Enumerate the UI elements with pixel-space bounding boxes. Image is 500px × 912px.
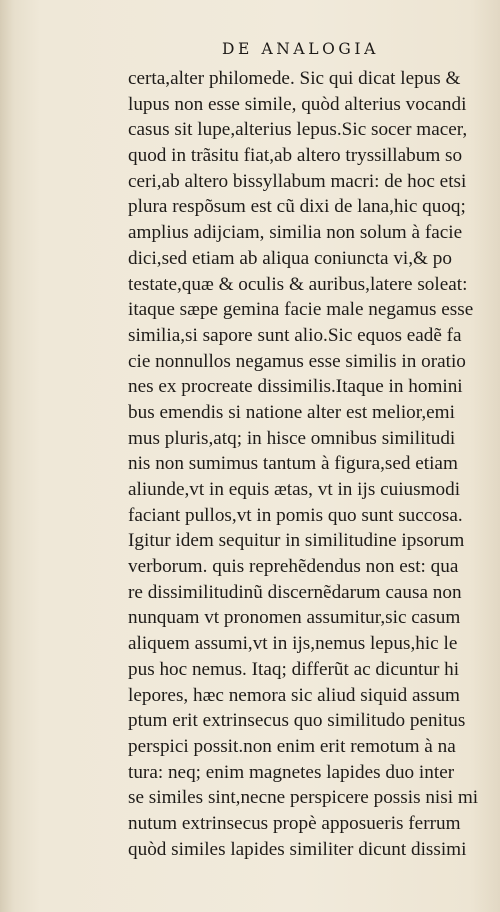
text-line: verborum. quis reprehẽdendus non est: qua [128, 556, 459, 578]
text-block [128, 66, 488, 862]
text-line: mus pluris,atq; in hisce omnibus similitudi [128, 427, 456, 449]
text-line: faciant pullos,vt in pomis quo sunt succosa. [128, 504, 463, 526]
text-line: ceri,ab altero bissyllabum macri: de hoc etsi [128, 170, 467, 192]
text-line: testate,quæ & oculis & auribus,latere soleat: [128, 273, 468, 295]
text-line: casus sit lupe,alterius lepus.Sic socer macer, [128, 119, 468, 141]
text-line: nunquam vt pronomen assumitur,sic casum [128, 607, 461, 629]
text-line: dici,sed etiam ab aliqua coniuncta vi,& po [128, 247, 452, 269]
text-line: cie nonnullos negamus esse similis in oratio [128, 350, 466, 372]
text-line: itaque sæpe gemina facie male negamus esse [128, 299, 474, 321]
text-line: quòd similes lapides similiter dicunt dissimi [128, 838, 467, 860]
text-line: tura: neq; enim magnetes lapides duo inter [128, 761, 455, 783]
text-line: lepores, hæc nemora sic aliud siquid assum [128, 684, 460, 706]
text-line: certa,alter philomede. Sic qui dicat lepus & [128, 68, 461, 89]
text-line: bus emendis si natione alter est melior,emi [128, 401, 455, 423]
text-line: nis non sumimus tantum à figura,sed etiam [128, 453, 458, 475]
text-line: nutum extrinsecus propè apposueris ferrum [128, 812, 461, 834]
text-line: quod in trãsitu fiat,ab altero tryssillabum so [128, 145, 463, 167]
text-line: lupus non esse simile, quòd alterius vocandi [128, 93, 467, 115]
text-line: perspici possit.non enim erit remotum à na [128, 735, 456, 757]
text-line: ptum erit extrinsecus quo similitudo penitus [128, 710, 466, 732]
text-line: nes ex procreate dissimilis.Itaque in homini [128, 376, 463, 398]
text-line: pus hoc nemus. Itaq; differũt ac dicuntur hi [128, 658, 460, 680]
text-line: Igitur idem sequitur in similitudine ipsorum [128, 530, 465, 552]
text-line: aliquem assumi,vt in ijs,nemus lepus,hic le [128, 633, 458, 655]
text-line: amplius adijciam, similia non solum à facie [128, 222, 463, 244]
text-line: se similes sint,necne perspicere possis nisi mi [128, 787, 479, 809]
text-line: aliunde,vt in equis ætas, vt in ijs cuiusmodi [128, 479, 461, 500]
text-line: re dissimilitudinũ discernẽdarum causa non [128, 581, 462, 603]
text-line: similia,si sapore sunt alio.Sic equos eadẽ fa [128, 324, 462, 346]
running-head: DE ANALOGIA [222, 40, 379, 58]
text-line: plura respõsum est cũ dixi de lana,hic quoq; [128, 196, 466, 218]
